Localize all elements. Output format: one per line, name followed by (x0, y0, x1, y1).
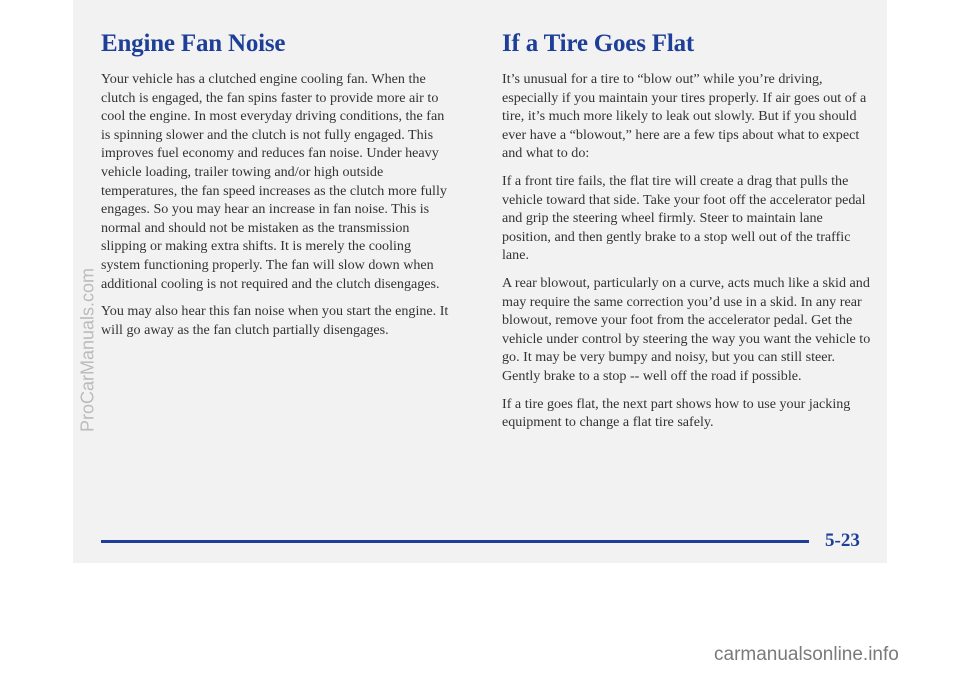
engine-fan-noise-section (101, 30, 453, 348)
side-watermark: ProCarManuals.com (77, 267, 98, 433)
footer-watermark: carmanualsonline.info (714, 644, 899, 665)
paragraph: If a front tire fails, the flat tire will create a drag that pulls the vehicle toward that side. Take your foot off the accelerator pedal and grip the steering wheel firmly. Steer to maintain lane position, and then gently brake to a stop well out of the traffic lane. (502, 172, 866, 264)
tire-goes-flat-section (502, 30, 874, 441)
section-heading-tire-goes-flat: If a Tire Goes Flat (502, 30, 695, 57)
paragraph: A rear blowout, particularly on a curve, acts much like a skid and may require the same correction you’d use in a skid. In any rear blowout, remove your foot from the accelerator pedal. Get the vehicle under control by steering the way you want the vehicle to go. It may be very bumpy and noisy, but you can still steer. Gently brake to a stop -- well off the road if possible. (502, 274, 871, 384)
paragraph: It’s unusual for a tire to “blow out” while you’re driving, especially if you maintain your tires properly. If air goes out of a tire, it’s much more likely to leak out slowly. But if you should ever have a “blowout,” here are a few tips about what to expect and what to do: (502, 71, 867, 162)
paragraph: If a tire goes flat, the next part shows how to use your jacking equipment to change a flat tire safely. (502, 395, 851, 431)
footer-rule (101, 540, 809, 543)
page-number: 5-23 (825, 530, 860, 551)
section-heading-engine-fan-noise: Engine Fan Noise (101, 30, 286, 57)
manual-page (73, 0, 887, 563)
paragraph: Your vehicle has a clutched engine cooling fan. When the clutch is engaged, the fan spins faster to provide more air to cool the engine. In most everyday driving conditions, the fan is spinning slower and the clutch is not fully engaged. This improves fuel economy and reduces fan noise. Under heavy vehicle loading, trailer towing and/or high outside temperatures, the fan speed increases as the clutch more fully engages. So you may hear an increase in fan noise. This is normal and should not be mistaken as the transmission slipping or making extra shifts. It is merely the cooling system functioning properly. The fan will slow down when additional cooling is not required and the clutch disengages. (101, 71, 447, 292)
paragraph: You may also hear this fan noise when you start the engine. It will go away as the fan clutch partially disengages. (101, 303, 449, 338)
